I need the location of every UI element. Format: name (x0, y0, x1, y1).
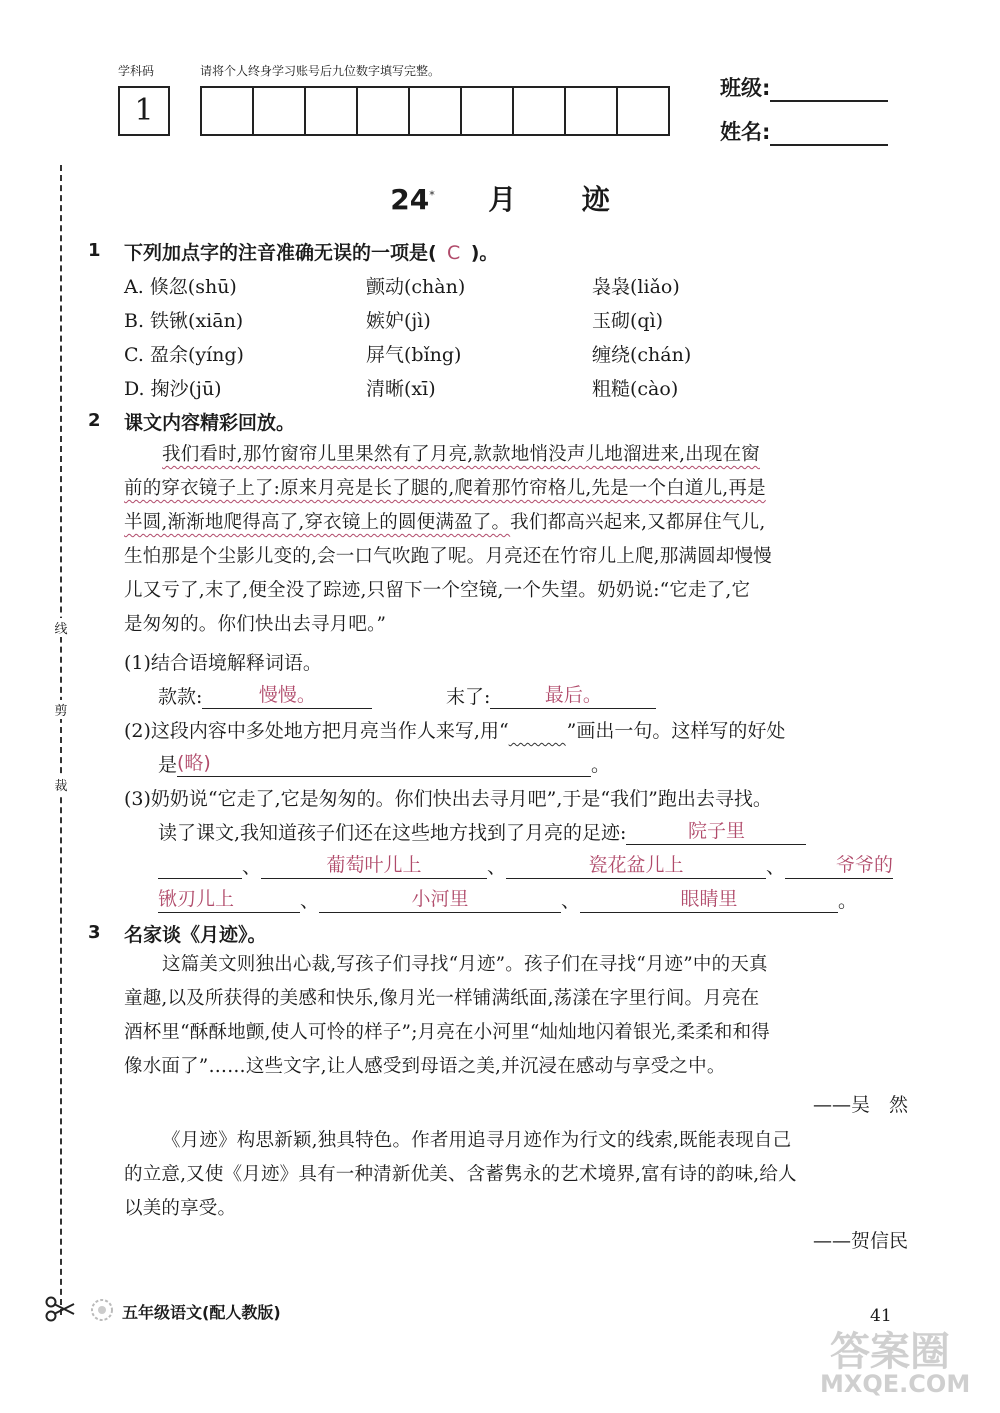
watermark-url: MXQE.COM (820, 1370, 971, 1398)
passage-text: 我们看时,那竹窗帘儿里果然有了月亮,款款地悄没声儿地溜进来,出现在窗 (162, 444, 760, 465)
passage-text: 我们都高兴起来,又都屏住气儿, (510, 512, 766, 533)
sub-question-3-line-1 (158, 818, 806, 845)
passage-line (124, 540, 910, 574)
option-c-2: 屏气(bǐng) (366, 344, 462, 366)
sub-question-2-text-b: ”画出一句。这样写的好处 (566, 720, 786, 742)
wavy-line-sample: ​ (508, 720, 566, 742)
quote-1-line: 这篇美文则独出心裁,写孩子们寻找“月迹”。孩子们在寻找“月迹”中的天真 (162, 954, 768, 975)
option-c-3: 缠绕(chán) (592, 344, 692, 366)
lesson-star: * (429, 188, 435, 202)
option-c-1: C. 盈余(yíng) (124, 344, 244, 366)
watermark-logo: 答案圈 (830, 1329, 950, 1375)
option-a-1: A. 倏忽(shū) (124, 276, 237, 298)
sub-question-2-end: 。 (591, 754, 611, 776)
page-number: 41 (870, 1306, 892, 1326)
quote-1-line: 童趣,以及所获得的美感和快乐,像月光一样铺满纸面,荡漾在字里行间。月亮在 (124, 988, 760, 1009)
word-1-field (158, 682, 372, 709)
digit-box[interactable] (512, 86, 566, 136)
option-a-2: 颤动(chàn) (366, 276, 466, 298)
passage-line (124, 438, 910, 472)
subject-code-box: 1 (118, 86, 170, 136)
quote-1 (124, 948, 910, 1084)
class-label: 班级: (720, 76, 771, 100)
separator: 、 (561, 890, 581, 912)
class-field[interactable] (720, 72, 888, 102)
option-a-3: 袅袅(liǎo) (592, 276, 680, 298)
decorative-flower-icon (84, 1296, 120, 1324)
question-1-stem-end: )。 (470, 242, 499, 264)
passage-line (124, 608, 910, 642)
passage-text: 是匆匆的。你们快出去寻月吧。” (124, 614, 387, 635)
sub-question-3-lead: 读了课文,我知道孩子们还在这些地方找到了月亮的足迹: (158, 822, 627, 844)
digit-box[interactable] (460, 86, 514, 136)
digit-box[interactable] (616, 86, 670, 136)
option-b-2: 嫉妒(jì) (366, 310, 431, 332)
lesson-title-char-2: 迹 (581, 183, 610, 216)
sub-question-3-line-2 (158, 852, 893, 879)
digit-box[interactable] (304, 86, 358, 136)
lesson-number: 24 (390, 183, 430, 216)
question-1-stem-text: 下列加点字的注音准确无误的一项是( (124, 242, 437, 264)
separator: 、 (487, 856, 507, 878)
word-2-field (446, 682, 656, 709)
place-4-continuation[interactable]: 锹刃儿上 (158, 886, 300, 913)
place-1-continuation[interactable] (158, 852, 242, 879)
quote-1-author: ——吴 然 (812, 1094, 908, 1116)
sub-question-3-line-3 (158, 886, 857, 913)
passage-text: 半圆,渐渐地爬得高了,穿衣镜上的圆便满盈了。 (124, 512, 511, 533)
question-2-number: 2 (88, 410, 101, 431)
class-blank[interactable] (770, 80, 888, 102)
quote-2-author: ——贺信民 (812, 1230, 908, 1252)
sub-question-2 (124, 716, 785, 743)
quote-2-line: 的立意,又使《月迹》具有一种清新优美、含蓄隽永的艺术境界,富有诗的韵味,给人 (124, 1164, 797, 1185)
digit-box[interactable] (564, 86, 618, 136)
digit-box[interactable] (252, 86, 306, 136)
sub-question-1: (1)结合语境解释词语。 (124, 652, 322, 674)
quote-2 (124, 1124, 910, 1226)
passage-line (124, 506, 910, 540)
passage-text: 生怕那是个尘影儿变的,会一口气吹跑了呢。月亮还在竹帘儿上爬,那满圆却慢慢 (124, 546, 772, 567)
cut-line (60, 165, 62, 1315)
option-d-3: 粗糙(cào) (592, 378, 679, 400)
word-1-label: 款款: (158, 686, 203, 708)
digit-box[interactable] (200, 86, 254, 136)
sub-question-3-end: 。 (838, 890, 858, 912)
option-b-1: B. 铁锹(xiān) (124, 310, 244, 332)
place-3-answer[interactable]: 瓷花盆儿上 (506, 852, 766, 879)
passage-line (124, 472, 910, 506)
place-1-answer[interactable]: 院子里 (626, 818, 806, 845)
quote-1-line: 酒杯里“酥酥地颤,使人可怜的样子”;月亮在小河里“灿灿地闪着银光,柔柔和和得 (124, 1022, 770, 1043)
sub-question-2-answer[interactable]: (略) (177, 750, 591, 777)
question-3-stem: 名家谈《月迹》。 (124, 924, 267, 946)
separator: 、 (766, 856, 786, 878)
name-label: 姓名: (720, 120, 771, 144)
place-4-answer[interactable]: 爷爷的 (785, 852, 893, 879)
separator: 、 (300, 890, 320, 912)
digit-box[interactable] (356, 86, 410, 136)
account-instruction: 请将个人终身学习账号后九位数字填写完整。 (200, 64, 441, 78)
lesson-title-char-1: 月 (488, 183, 517, 216)
place-2-answer[interactable]: 葡萄叶儿上 (261, 852, 487, 879)
lesson-title (0, 178, 1000, 218)
name-blank[interactable] (770, 124, 888, 146)
word-2-answer[interactable]: 最后。 (490, 682, 656, 709)
place-5-answer[interactable]: 小河里 (319, 886, 561, 913)
sub-question-3: (3)奶奶说“它走了,它是匆匆的。你们快出去寻月吧”,于是“我们”跑出去寻找。 (124, 788, 772, 810)
cut-label-trim: 裁 (52, 775, 70, 794)
digit-box[interactable] (408, 86, 462, 136)
passage-line (124, 574, 910, 608)
quote-1-line: 像水面了”……这些文字,让人感受到母语之美,并沉浸在感动与享受之中。 (124, 1056, 726, 1077)
cut-label-cut: 剪 (52, 700, 70, 719)
option-d-1: D. 掬沙(jū) (124, 378, 222, 400)
option-d-2: 清晰(xī) (366, 378, 436, 400)
scissors-icon (44, 1296, 76, 1322)
sub-question-2-lead: 是 (158, 754, 178, 776)
place-6-answer[interactable]: 眼睛里 (580, 886, 838, 913)
account-digit-boxes[interactable] (200, 86, 670, 136)
quote-2-line: 以美的享受。 (124, 1198, 237, 1219)
quote-2-line: 《月迹》构思新颖,独具特色。作者用追寻月迹作为行文的线索,既能表现自己 (162, 1130, 792, 1151)
option-b-3: 玉砌(qì) (592, 310, 664, 332)
word-1-answer[interactable]: 慢慢。 (202, 682, 372, 709)
subject-code-label: 学科码 (118, 64, 155, 78)
question-2-stem: 课文内容精彩回放。 (124, 412, 296, 434)
question-2-passage (124, 438, 910, 642)
sub-question-2-text: (2)这段内容中多处地方把月亮当作人来写,用“ (124, 720, 509, 742)
question-3-number: 3 (88, 922, 101, 943)
passage-text: 儿又亏了,末了,便全没了踪迹,只留下一个空镜,一个失望。奶奶说:“它走了,它 (124, 580, 751, 601)
question-1-number: 1 (88, 240, 101, 261)
word-2-label: 末了: (446, 686, 491, 708)
footer-book-title: 五年级语文(配人教版) (122, 1303, 281, 1322)
question-1-stem (124, 238, 498, 265)
name-field[interactable] (720, 116, 888, 146)
passage-text: 前的穿衣镜子上了:原来月亮是长了腿的,爬着那竹帘格儿,先是一个白道儿,再是 (124, 478, 766, 499)
question-1-answer: C (447, 242, 461, 264)
separator: 、 (242, 856, 262, 878)
cut-label-line: 线 (52, 618, 70, 637)
sub-question-2-answer-line (158, 750, 610, 777)
